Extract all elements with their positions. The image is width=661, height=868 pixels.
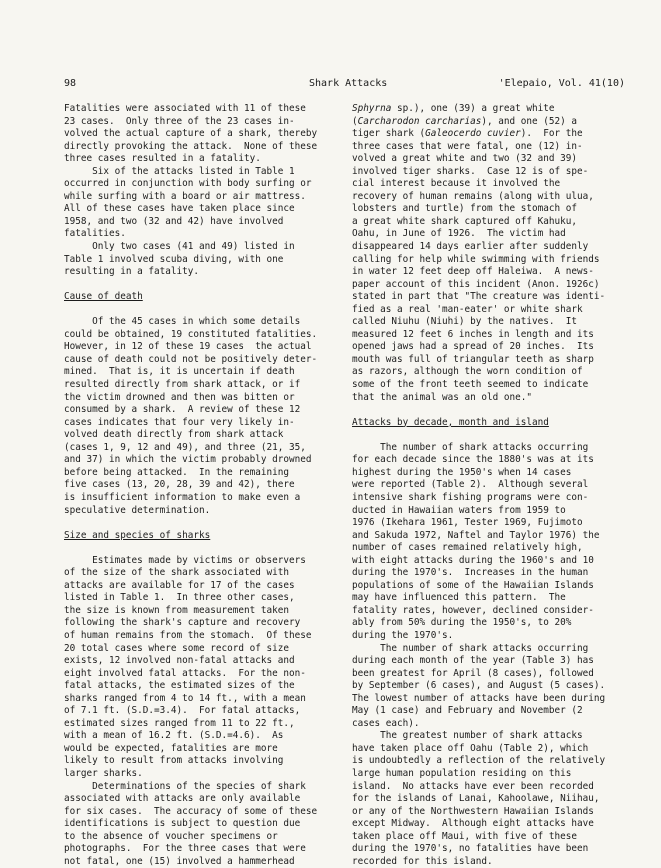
text-line: tiger shark (Galeocerdo cuvier). For the [352,128,583,140]
page-header [64,78,625,92]
text-line: estimated sizes ranged from 11 to 22 ft., [64,717,295,729]
text-line: ably from 50% during the 1950's, to 20% [352,617,572,629]
text-line: have taken place off Oahu (Table 2), which [352,742,589,754]
text-line: with a mean of 16.2 ft. (S.D.=4.6). As [64,730,284,742]
text-line: consumed by a shark. A review of these 12 [64,404,301,416]
text-line: calling for help while swimming with friends [352,253,600,265]
text-line: fatality rates, however, declined consider- [352,604,594,616]
text-line: volved the actual capture of a shark, thereby [64,128,318,140]
text-line: speculative determination. [64,504,211,516]
text-line: for the islands of Lanai, Kahoolawe, Niihau, [352,793,600,805]
text-line: as razors, although the worn condition of [352,366,583,378]
journal-citation: 'Elepaio, Vol. 41(10) [498,78,625,89]
text-line: while surfing with a board or air mattress. [64,190,306,202]
paragraph [64,103,336,166]
text-line: the victim drowned and then was bitten or [64,391,295,403]
text-line: of the size of the shark associated with [64,567,290,579]
text-line: disappeared 14 days earlier after suddenly [352,241,589,253]
text-line: is insufficient information to make even a [64,491,301,503]
text-line: Sphyrna sp.), one (39) a great white [352,103,555,114]
text-line: Six of the attacks listed in Table 1 [64,165,295,177]
text-line: Estimates made by victims or observers [64,554,306,566]
text-line: attacks are available for 17 of the cases [64,579,295,591]
paragraph [352,103,630,404]
text-line: taken place off Maui, with five of these [352,830,578,842]
text-line: that the animal was an old one." [352,391,533,403]
species-name: Carcharodon carcharias [357,115,482,127]
text-line: involved tiger sharks. Case 12 is of spe- [352,165,589,177]
text-line: 1976 (Ikehara 1961, Tester 1969, Fujimoto [352,517,583,529]
text-line: called Niuhu (Niuhi) by the natives. It [352,316,578,328]
text-line: recovery of human remains (along with ulua, [352,190,594,202]
species-name: Galeocerdo cuvier [425,128,521,140]
page-number: 98 [64,78,77,89]
paragraph [352,643,630,731]
text-line: exists, 12 involved non-fatal attacks and [64,655,295,667]
text-line: number of cases remained relatively high, [352,542,583,554]
text-line: three cases resulted in a fatality. [64,153,261,165]
text-line: highest during the 1950's when 14 cases [352,466,572,478]
text-line: ducted in Hawaiian waters from 1959 to [352,504,566,516]
text-line: five cases (13, 20, 28, 39 and 42), there [64,479,295,491]
text-line: paper account of this incident (Anon. 1926c) [352,278,600,290]
text-line: cial interest because it involved the [352,178,561,190]
paragraph [64,316,336,517]
text-line: by September (6 cases), and August (5 cases). [352,680,606,692]
text-line: been greatest for April (8 cases), followed [352,667,594,679]
text-line: 20 total cases where some record of size [64,642,290,654]
text-line: Determinations of the species of shark [64,780,306,792]
text-line: mouth was full of triangular teeth as sharp [352,353,594,365]
text-line: large human population residing on this [352,767,572,779]
text-line: stated in part that "The creature was identi- [352,291,606,303]
text-line: some of the front teeth seemed to indicate [352,379,589,391]
text-line: to the absence of voucher specimens or [64,830,278,842]
paragraph [64,166,336,241]
paragraph [64,555,336,781]
section-heading-cause-of-death: Cause of death [64,291,143,303]
text-line: However, in 12 of these 19 cases the actual [64,341,312,353]
text-line: The number of shark attacks occurring [352,642,589,654]
text-line: (Carcharodon carcharias), and one (52) a [352,115,578,127]
text-line: cause of death could not be positively deter- [64,353,318,365]
text-line: All of these cases have taken place since [64,203,295,215]
text-line: cases indicates that four very likely in- [64,416,295,428]
paragraph [352,730,630,868]
paragraph [64,241,336,279]
text-line: listed in Table 1. In three other cases, [64,592,295,604]
text-line: island. No attacks have ever been recorded [352,780,594,792]
text-line: photographs. For the three cases that were [64,843,306,855]
text-line: Only two cases (41 and 49) listed in [64,241,295,253]
text-line: and 37) in which the victim probably drowned [64,454,312,466]
text-line: volved a great white and two (32 and 39) [352,153,578,165]
text-line: volved death directly from shark attack [64,429,284,441]
text-line: with eight attacks during the 1960's and 10 [352,554,594,566]
section-heading-size-and-species: Size and species of sharks [64,529,211,541]
text-line: Of the 45 cases in which some details [64,316,301,328]
text-line: during the 1970's. Increases in the human [352,567,589,579]
right-column [352,103,630,868]
text-line: of 7.1 ft. (S.D.=3.4). For fatal attacks, [64,705,301,717]
text-line: resulted directly from shark attack, or if [64,379,301,391]
text-line: (cases 1, 9, 12 and 49), and three (21, 35, [64,441,306,453]
text-line: could be obtained, 19 constituted fatalities. [64,328,318,340]
paragraph [352,442,630,643]
text-line: is undoubtedly a reflection of the relatively [352,755,606,767]
text-line: The lowest number of attacks have been during [352,692,606,704]
text-line: a great white shark captured off Kahuku, [352,215,578,227]
text-line: three cases that were fatal, one (12) in- [352,140,583,152]
text-line: following the shark's capture and recovery [64,617,301,629]
text-line: cases each). [352,717,420,729]
text-line: and Sakuda 1972, Naftel and Taylor 1976) the [352,529,600,541]
text-line: not fatal, one (15) involved a hammerhead [64,855,295,867]
left-column [64,103,336,868]
text-line: sharks ranged from 4 to 14 ft., with a mean [64,692,306,704]
text-line: 23 cases. Only three of the 23 cases in- [64,115,295,127]
text-line: occurred in conjunction with body surfing or [64,178,312,190]
text-line: for six cases. The accuracy of some of these [64,805,318,817]
text-line: in water 12 feet deep off Haleiwa. A news- [352,266,594,278]
text-line: measured 12 feet 6 inches in length and its [352,328,594,340]
text-line: opened jaws had a spread of 20 inches. Its [352,341,594,353]
text-line: during each month of the year (Table 3) has [352,655,594,667]
text-line: resulting in a fatality. [64,266,200,278]
text-line: fatalities. [64,228,126,240]
text-line: before being attacked. In the remaining [64,466,290,478]
section-heading-attacks-by-decade: Attacks by decade, month and island [352,416,549,428]
text-line: 1958, and two (32 and 42) have involved [64,215,284,227]
text-line: during the 1970's, no fatalities have been [352,843,589,855]
text-line: Fatalities were associated with 11 of these [64,103,306,114]
text-line: May (1 case) and February and November (2 [352,705,583,717]
text-line: eight involved fatal attacks. For the non- [64,667,306,679]
paragraph [64,781,336,868]
text-line: associated with attacks are only available [64,793,301,805]
text-line: Table 1 involved scuba diving, with one [64,253,284,265]
species-name: Sphyrna [352,103,392,114]
text-line: would be expected, fatalities are more [64,742,278,754]
text-line: of human remains from the stomach. Of these [64,629,312,641]
text-line: larger sharks. [64,767,143,779]
text-line: except Midway. Although eight attacks have [352,818,594,830]
text-line: mined. That is, it is uncertain if death [64,366,295,378]
text-line: lobsters and turtle) from the stomach of [352,203,578,215]
text-line: identifications is subject to question due [64,818,301,830]
text-line: intensive shark fishing programs were con- [352,491,589,503]
text-line: Oahu, in June of 1926. The victim had [352,228,566,240]
running-title: Shark Attacks [309,78,388,89]
text-line: were reported (Table 2). Although several [352,479,589,491]
text-line: for each decade since the 1880's was at its [352,454,594,466]
text-line: recorded for this island. [352,855,493,867]
text-line: fatal attacks, the estimated sizes of the [64,680,295,692]
text-line: likely to result from attacks involving [64,755,284,767]
text-line: populations of some of the Hawaiian Islands [352,579,594,591]
text-line: may have influenced this pattern. The [352,592,566,604]
text-line: fied as a real 'man-eater' or white shark [352,303,583,315]
text-line: the size is known from measurement taken [64,604,290,616]
text-line: during the 1970's. [352,629,454,641]
text-line: The greatest number of shark attacks [352,730,583,742]
text-line: directly provoking the attack. None of these [64,140,318,152]
text-line: The number of shark attacks occurring [352,441,589,453]
text-line: or any of the Northwestern Hawaiian Islands [352,805,594,817]
